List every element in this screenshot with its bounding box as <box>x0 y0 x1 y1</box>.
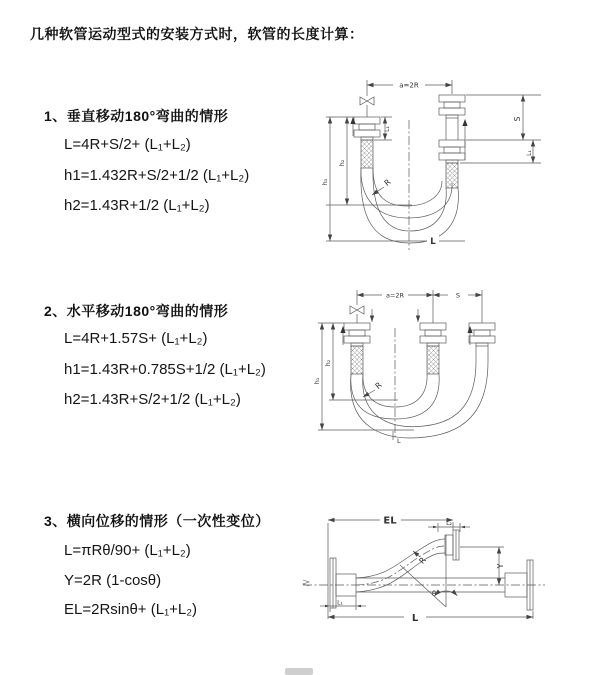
left-flange <box>330 558 356 608</box>
section-3-heading: 3、横向位移的情形（一次性变位） <box>44 513 270 529</box>
radius-label: R <box>373 380 384 391</box>
right-fitting <box>439 140 465 188</box>
dim-arrow-icon <box>356 605 361 607</box>
length-label: L <box>430 237 436 247</box>
section-1-formula-h2: h2=1.43R+1/2 (L₁+L₂) <box>64 197 210 214</box>
right-fitting-moved <box>469 323 495 361</box>
top-flange <box>445 530 459 560</box>
move-arrow-icon <box>467 326 472 333</box>
diagram-horizontal-bend-drawing <box>312 283 600 460</box>
dim-label-y: Y <box>496 563 505 569</box>
dim-l <box>328 611 533 619</box>
hose-u-bend <box>351 361 488 438</box>
section-2-formula-h1: h1=1.43R+0.785S+1/2 (L₁+L₂) <box>64 361 266 378</box>
section-1-heading: 1、垂直移动180°弯曲的情形 <box>44 108 229 124</box>
section-3-formula-el: EL=2Rsinθ+ (L₁+L₂) <box>64 601 198 618</box>
dim-label-s: S <box>455 291 461 300</box>
dim-arrow-icon <box>433 526 438 529</box>
dim-label-a2r: a=2R <box>399 81 419 90</box>
dim-l1 <box>320 596 366 612</box>
move-arrow-icon <box>340 326 345 333</box>
diagram-lateral-drawing <box>300 505 600 665</box>
page-title: 几种软管运动型式的安装方式时，软管的长度计算： <box>30 26 364 42</box>
right-fitting-moved <box>439 95 465 140</box>
middle-fitting <box>420 323 446 374</box>
left-fitting <box>344 323 370 374</box>
section-2-heading: 2、水平移动180°弯曲的情形 <box>44 303 229 319</box>
section-1-formula-h1: h1=1.432R+S/2+1/2 (L₁+L₂) <box>64 167 250 184</box>
length-label: L <box>411 613 419 624</box>
angle-label: θ <box>431 590 437 598</box>
dim-a2r <box>357 290 482 323</box>
dim-arrow-icon <box>460 526 465 529</box>
dim-h1-h2 <box>326 117 465 241</box>
dim-el <box>328 520 453 619</box>
dim-label-h2: h₂ <box>324 359 332 367</box>
section-2-formula-h2: h2=1.43R+S/2+1/2 (L₁+L₂) <box>64 391 241 408</box>
dim-label-el: EL <box>383 515 397 527</box>
dim-label-l1-right: L₁ <box>526 150 533 156</box>
scan-edge-fragment <box>285 668 313 675</box>
dim-arrow-icon <box>325 605 330 607</box>
radius-label: R <box>382 177 393 188</box>
dim-h1-h2 <box>318 323 414 430</box>
left-fitting <box>354 117 380 168</box>
section-1-formula-l: L=4R+S/2+ (L₁+L₂) <box>64 136 191 153</box>
hose-u-bend <box>361 168 459 243</box>
diagram-vertical-bend-drawing <box>315 72 587 258</box>
length-label: L <box>397 437 401 445</box>
move-arrow-icon <box>350 117 355 124</box>
dim-label-h1: h₁ <box>321 178 329 186</box>
dim-label-a2r: a=2R <box>385 291 405 300</box>
dim-label-s: S <box>513 116 522 122</box>
section-3-formula-l: L=πRθ/90+ (L₁+L₂) <box>64 542 191 559</box>
dim-label-h1: h₁ <box>313 377 321 385</box>
radius-label: R <box>417 555 428 566</box>
dim-label-l1: L₁ <box>337 599 343 607</box>
dim-label-l2: L₂ <box>446 520 452 527</box>
section-3-formula-y: Y=2R (1-cosθ) <box>64 572 162 589</box>
move-arrow-icon <box>462 119 467 126</box>
valve-icon <box>350 306 364 323</box>
dim-label-l1-left: L₁ <box>384 126 391 132</box>
dim-label-h2: h₂ <box>338 159 346 167</box>
section-2-formula-l: L=4R+1.57S+ (L₁+L₂) <box>64 330 208 347</box>
valve-icon <box>360 97 374 117</box>
